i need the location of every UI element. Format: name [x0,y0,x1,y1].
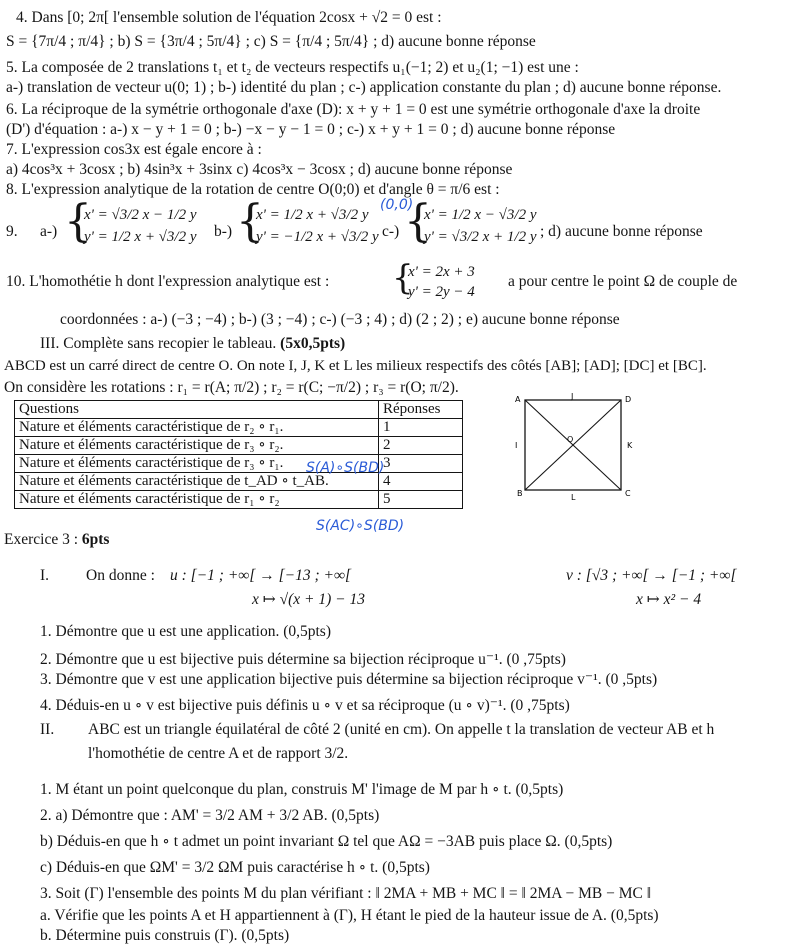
table-row [15,491,463,509]
ex3-item-4: 4. Déduis-en u ∘ v est bijective puis définis u ∘ v et sa réciproque (u ∘ v)⁻¹. (0 ,75pts) [40,697,570,714]
ex3-II-item-3: 3. Soit (Γ) l'ensemble des points M du plan vérifiant : ‖ 2MA + MB + MC ‖ = ‖ 2MA − MB − MC ‖ [40,885,652,902]
table-cell-answer: 3 [379,455,463,473]
table-cell-question: Nature et éléments caractéristique de r₃ ∘ r₂. [15,437,379,455]
u-mapping: x ↦ √(x + 1) − 13 [252,591,365,608]
table-row [15,455,463,473]
ex3-II-item-1: 1. M étant un point quelconque du plan, construis M' l'image de M par h ∘ t. (0,5pts) [40,781,564,798]
q5-line1: 5. La composée de 2 translations t₁ et t₂ de vecteurs respectifs u₁(−1; 2) et u₂(1; −1) est une : [6,59,579,76]
table-hand-note-1: S(A)∘S(BD) [306,460,385,476]
part3-text1: ABCD est un carré direct de centre O. On note I, J, K et L les milieux respectifs des côtés [AB]; [AD]; [DC] et [BC]. [4,358,707,374]
table-header-answers: Réponses [379,401,463,419]
ex3-II-line1: ABC est un triangle équilatéral de côté 2 (unité en cm). On appelle t la translation de vecteur AB et h [88,721,715,738]
q4-line2: S = {7π/4 ; π/4} ; b) S = {3π/4 ; 5π/4} ; c) S = {π/4 ; 5π/4} ; d) aucune bonne réponse [6,33,536,50]
ex3-item-2: 2. Démontre que u est bijective puis détermine sa bijection réciproque u⁻¹. (0 ,75pts) [40,651,566,668]
q9-c-eq1: x' = 1/2 x − √3/2 y [424,207,537,223]
q9-a-eq2: y' = 1/2 x + √3/2 y [84,229,197,245]
table-hand-note-2: S(AC)∘S(BD) [316,518,405,534]
ex3-II-num: II. [40,721,55,738]
table-cell-question: Nature et éléments caractéristique de r₂ ∘ r₁. [15,419,379,437]
label-i: I [515,441,518,450]
q9-b-brace: { [236,196,264,247]
q9-a-system [84,204,197,248]
table-header-questions: Questions [15,401,379,419]
table-cell-answer: 4 [379,473,463,491]
table-cell-answer: 5 [379,491,463,509]
q9-c-eq2: y' = √3/2 x + 1/2 y [424,229,537,245]
q10-line1a: 10. L'homothétie h dont l'expression analytique est : [6,273,330,290]
q10-brace: { [392,258,414,298]
q9-a-eq1: x' = √3/2 x − 1/2 y [84,207,197,223]
label-c: C [625,489,631,498]
part3-points: (5x0,5pts) [280,335,346,352]
ex3-II-item-3b: b. Détermine puis construis (Γ). (0,5pts) [40,927,290,944]
ex3-II-line2: l'homothétie de centre A et de rapport 3/2. [88,745,349,762]
q9-b-eq1: x' = 1/2 x + √3/2 y [256,207,369,223]
label-b: B [517,489,523,498]
ex3-II-item-2a: 2. a) Démontre que : AM' = 3/2 AM + 3/2 AB. (0,5pts) [40,807,380,824]
q4-line1: 4. Dans [0; 2π[ l'ensemble solution de l'équation 2cosx + √2 = 0 est : [16,9,442,26]
ex3-points: 6pts [81,531,110,548]
q6-line2: (D') d'équation : a-) x − y + 1 = 0 ; b-) −x − y − 1 = 0 ; c-) x + y + 1 = 0 ; d) aucune bonne réponse [6,121,616,138]
q8-hand-note: (0,0) [380,197,414,213]
part3-text2: On considère les rotations : r₁ = r(A; π/2) ; r₂ = r(C; −π/2) ; r₃ = r(O; π/2). [4,379,459,396]
q9-b-system [256,204,379,248]
table-cell-answer: 2 [379,437,463,455]
q9-c-label: c-) [382,223,400,240]
ex3-item-3: 3. Démontre que v est une application bijective puis détermine sa bijection réciproque v⁻¹. (0 ,5pts) [40,671,658,688]
q10-eq2: y' = 2y − 4 [408,284,475,300]
table-header-row [15,401,463,419]
ex3-item-1: 1. Démontre que u est une application. (0,5pts) [40,623,331,640]
label-o: O [567,435,574,444]
u-definition: u : [−1 ; +∞[ → [−13 ; +∞[ [170,567,352,584]
q9-c-system [424,204,537,248]
q9-b-label: b-) [214,223,233,240]
q7-line1: 7. L'expression cos3x est égale encore à : [6,141,262,158]
q6-line1: 6. La réciproque de la symétrie orthogonale d'axe (D): x + y + 1 = 0 est une symétrie orthogonale d'axe la droite [6,101,701,118]
label-a: A [515,395,521,404]
ex3-II-item-3a: a. Vérifie que les points A et H appartiennent à (Γ), H étant le pied de la hauteur issue de A. (0,5pts) [40,907,659,924]
q7-line2: a) 4cos³x + 3cosx ; b) 4sin³x + 3sinx c) 4cos³x − 3cosx ; d) aucune bonne réponse [6,161,513,178]
square-figure [505,392,645,504]
label-d: D [625,395,632,404]
q9-c-brace: { [404,196,432,247]
ex3-I-num: I. [40,567,50,584]
q9-number: 9. [6,223,18,240]
q10-eq1: x' = 2x + 3 [408,264,475,280]
table-cell-answer: 1 [379,419,463,437]
label-j: J [571,392,574,401]
table-row [15,437,463,455]
table-cell-question: Nature et éléments caractéristique de r₁ ∘ r₂ [15,491,379,509]
ex3-title [4,530,109,550]
q9-b-eq2: y' = −1/2 x + √3/2 y [256,229,379,245]
ex3-II-item-2b: b) Déduis-en que h ∘ t admet un point invariant Ω tel que AΩ = −3AB puis place Ω. (0,5pts) [40,833,613,850]
part3-title-text: III. Complète sans recopier le tableau. [40,335,277,352]
q10-system [408,262,475,302]
q5-line2: a-) translation de vecteur u(0; 1) ; b-) identité du plan ; c-) application constante du plan ; d) aucune bonne réponse. [6,79,722,96]
q10-line1b: a pour centre le point Ω de couple de [508,273,738,290]
ex3-II-item-2c: c) Déduis-en que ΩM' = 3/2 ΩM puis caractérise h ∘ t. (0,5pts) [40,859,430,876]
q8-line1: 8. L'expression analytique de la rotation de centre O(0;0) et d'angle θ = π/6 est : [6,181,500,198]
table-cell-question: Nature et éléments caractéristique de t_AD ∘ t_AB. [15,473,379,491]
q9-d: ; d) aucune bonne réponse [540,223,703,240]
label-l: L [571,493,576,502]
table-row [15,419,463,437]
q9-a-label: a-) [40,223,58,240]
ex3-title-text: Exercice 3 : [4,531,79,548]
table-cell-question: Nature et éléments caractéristique de r₃ ∘ r₁. [15,455,379,473]
q9-a-brace: { [64,196,92,247]
v-mapping: x ↦ x² − 4 [636,591,702,608]
label-k: K [627,441,633,450]
ex3-I-text: On donne : [86,567,155,584]
q10-line2: coordonnées : a-) (−3 ; −4) ; b-) (3 ; −4) ; c-) (−3 ; 4) ; d) (2 ; 2) ; e) aucune bonne réponse [60,311,620,328]
v-definition: v : [√3 ; +∞[ → [−1 ; +∞[ [566,567,737,584]
table-row [15,473,463,491]
questions-table [14,400,463,509]
part3-title [40,334,345,354]
